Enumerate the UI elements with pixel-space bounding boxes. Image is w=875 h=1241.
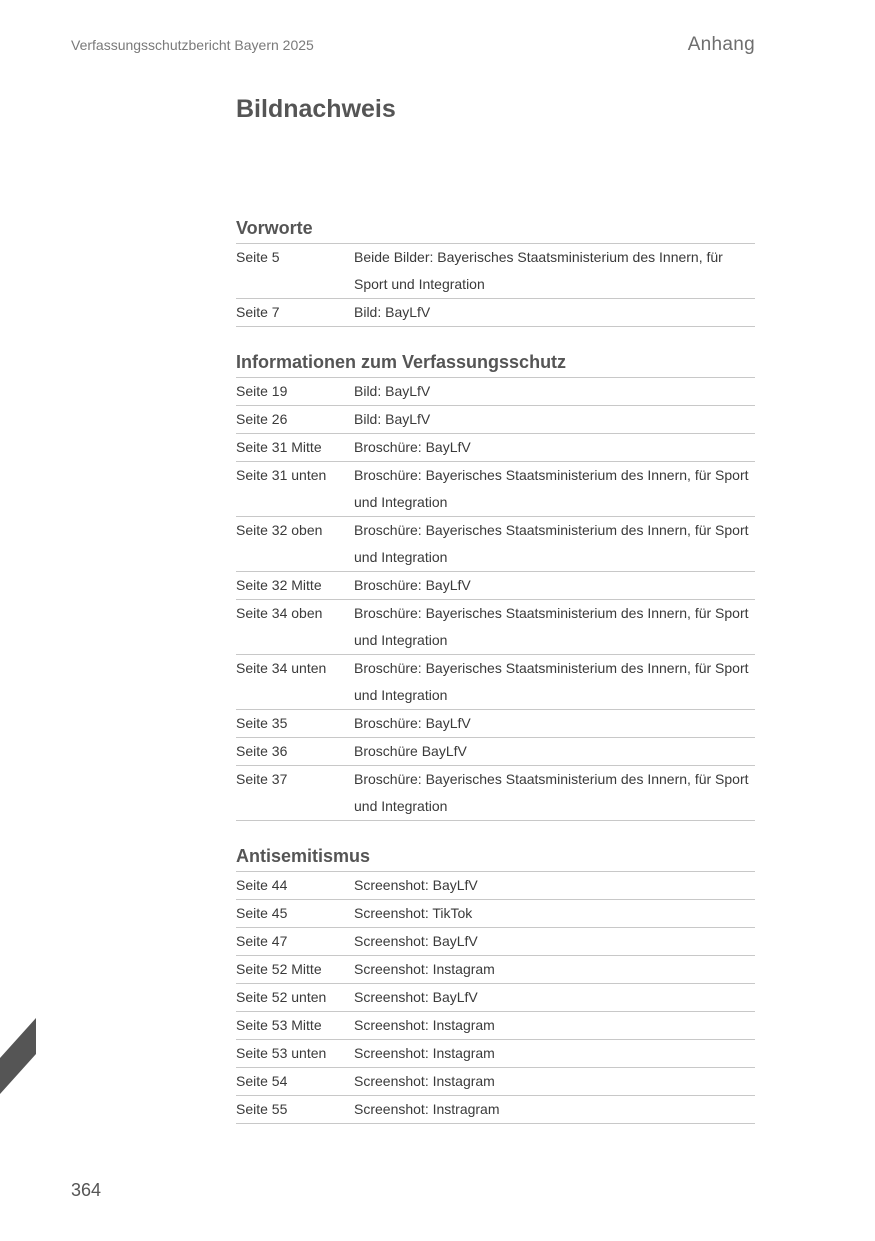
image-source: Broschüre: BayLfV [354,439,471,455]
image-source: Bild: BayLfV [354,411,431,427]
page-ref: Seite 26 [236,411,288,427]
table-row [236,1096,755,1124]
section-antisemitismus [236,845,755,1124]
table-row [236,517,755,572]
image-source: Beide Bilder: Bayerisches Staatsministerium des Innern, für Sport und Integration [354,249,723,292]
table-row [236,1012,755,1040]
image-source: Screenshot: Instragram [354,1101,500,1117]
table-row [236,462,755,517]
image-source: Screenshot: Instagram [354,1017,495,1033]
table-row [236,406,755,434]
image-source: Broschüre BayLfV [354,743,467,759]
credits-list [236,217,755,1148]
table-row [236,766,755,821]
table-row [236,655,755,710]
image-source: Screenshot: BayLfV [354,877,478,893]
page-ref: Seite 19 [236,383,288,399]
page-ref: Seite 32 Mitte [236,577,322,593]
section-vorworte [236,217,755,327]
page-edge-tab-marker [0,1018,36,1094]
image-source: Screenshot: Instagram [354,961,495,977]
table-row [236,1040,755,1068]
page-ref: Seite 37 [236,771,288,787]
image-source: Bild: BayLfV [354,383,431,399]
table-row [236,872,755,900]
running-header-title: Verfassungsschutzbericht Bayern 2025 [71,37,314,53]
image-source: Broschüre: Bayerisches Staatsministerium des Innern, für Sport und Integration [354,605,749,648]
section-heading: Informationen zum Verfassungsschutz [236,351,755,378]
image-source: Broschüre: BayLfV [354,715,471,731]
page-ref: Seite 53 Mitte [236,1017,322,1033]
image-source: Screenshot: BayLfV [354,989,478,1005]
table-row [236,710,755,738]
table-row [236,928,755,956]
image-source: Bild: BayLfV [354,304,431,320]
table-row [236,956,755,984]
table-row [236,1068,755,1096]
page-ref: Seite 7 [236,304,280,320]
page-title: Bildnachweis [236,95,396,123]
page-ref: Seite 54 [236,1073,288,1089]
image-source: Broschüre: Bayerisches Staatsministerium des Innern, für Sport und Integration [354,522,749,565]
page-ref: Seite 47 [236,933,288,949]
page-ref: Seite 52 unten [236,989,327,1005]
page-ref: Seite 5 [236,249,280,265]
image-source: Screenshot: Instagram [354,1045,495,1061]
page-ref: Seite 31 Mitte [236,439,322,455]
page-ref: Seite 44 [236,877,288,893]
page-ref: Seite 52 Mitte [236,961,322,977]
page-ref: Seite 31 unten [236,467,327,483]
table-row [236,244,755,299]
page-ref: Seite 53 unten [236,1045,327,1061]
table-row [236,900,755,928]
table-row [236,984,755,1012]
page-ref: Seite 34 unten [236,660,327,676]
table-row [236,299,755,327]
page-ref: Seite 35 [236,715,288,731]
page-ref: Seite 34 oben [236,605,323,621]
image-source: Broschüre: Bayerisches Staatsministerium des Innern, für Sport und Integration [354,660,749,703]
image-source: Broschüre: Bayerisches Staatsministerium des Innern, für Sport und Integration [354,771,749,814]
section-informationen [236,351,755,821]
page-ref: Seite 32 oben [236,522,323,538]
image-source: Broschüre: Bayerisches Staatsministerium des Innern, für Sport und Integration [354,467,749,510]
table-row [236,572,755,600]
table-row [236,738,755,766]
page-ref: Seite 55 [236,1101,288,1117]
chapter-label: Anhang [687,34,755,55]
section-heading: Antisemitismus [236,845,755,872]
page-ref: Seite 45 [236,905,288,921]
table-row [236,434,755,462]
section-heading: Vorworte [236,217,755,244]
image-source: Screenshot: Instagram [354,1073,495,1089]
table-row [236,600,755,655]
table-row [236,378,755,406]
page-ref: Seite 36 [236,743,288,759]
image-source: Screenshot: BayLfV [354,933,478,949]
image-source: Screenshot: TikTok [354,905,473,921]
page-number: 364 [71,1180,102,1200]
image-source: Broschüre: BayLfV [354,577,471,593]
